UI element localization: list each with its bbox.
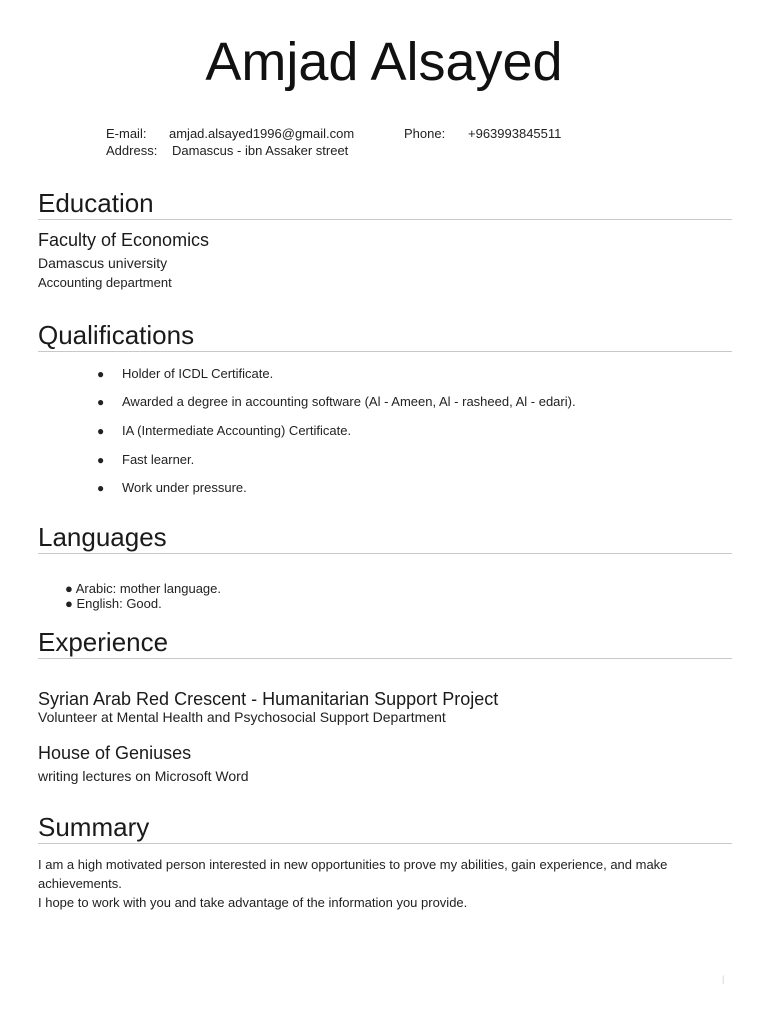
email-value[interactable]: amjad.alsayed1996@gmail.com bbox=[169, 126, 355, 141]
education-heading: Education bbox=[38, 188, 154, 218]
language-item-arabic: ● Arabic: mother language. bbox=[65, 581, 221, 596]
language-item-english: ● English: Good. bbox=[65, 596, 162, 611]
summary-text bbox=[38, 855, 732, 912]
summary-line: I hope to work with you and take advantage of the information you provide. bbox=[38, 895, 468, 910]
qualification-item: Fast learner. bbox=[122, 452, 195, 467]
experience-role: Volunteer at Mental Health and Psychosocial Support Department bbox=[38, 709, 446, 725]
summary-heading: Summary bbox=[38, 812, 150, 842]
qualifications-heading: Qualifications bbox=[38, 320, 195, 350]
experience-org: Syrian Arab Red Crescent - Humanitarian Support Project bbox=[38, 689, 499, 709]
resume-name: Amjad Alsayed bbox=[205, 32, 563, 92]
qualification-item: Awarded a degree in accounting software (Al - Ameen, Al - rasheed, Al - edari). bbox=[122, 394, 576, 409]
phone-label: Phone: bbox=[404, 126, 446, 141]
experience-divider bbox=[38, 658, 732, 659]
languages-heading: Languages bbox=[38, 522, 167, 552]
page-mark: | bbox=[722, 974, 725, 984]
education-department: Accounting department bbox=[38, 275, 172, 290]
qualifications-divider bbox=[38, 351, 732, 352]
bullet-icon: ● bbox=[97, 367, 105, 381]
bullet-icon: ● bbox=[97, 424, 105, 438]
qualification-item: IA (Intermediate Accounting) Certificate. bbox=[122, 423, 352, 438]
qualification-item: Holder of ICDL Certificate. bbox=[122, 366, 274, 381]
bullet-icon: ● bbox=[97, 453, 105, 467]
bullet-icon: ● bbox=[97, 481, 105, 495]
summary-divider bbox=[38, 843, 732, 844]
bullet-icon: ● bbox=[97, 395, 105, 409]
phone-value: +963993845511 bbox=[468, 126, 562, 141]
education-faculty: Faculty of Economics bbox=[38, 230, 210, 250]
experience-org: House of Geniuses bbox=[38, 743, 192, 763]
education-university: Damascus university bbox=[38, 255, 168, 271]
address-label: Address: bbox=[106, 143, 158, 158]
email-label: E-mail: bbox=[106, 126, 147, 141]
qualification-item: Work under pressure. bbox=[122, 480, 247, 495]
summary-line: I am a high motivated person interested in new opportunities to prove my abilities, gain experience, and make achievements. bbox=[38, 857, 668, 891]
languages-divider bbox=[38, 553, 732, 554]
address-value: Damascus - ibn Assaker street bbox=[172, 143, 349, 158]
experience-role: writing lectures on Microsoft Word bbox=[38, 768, 249, 784]
education-divider bbox=[38, 219, 732, 220]
experience-heading: Experience bbox=[38, 627, 169, 657]
